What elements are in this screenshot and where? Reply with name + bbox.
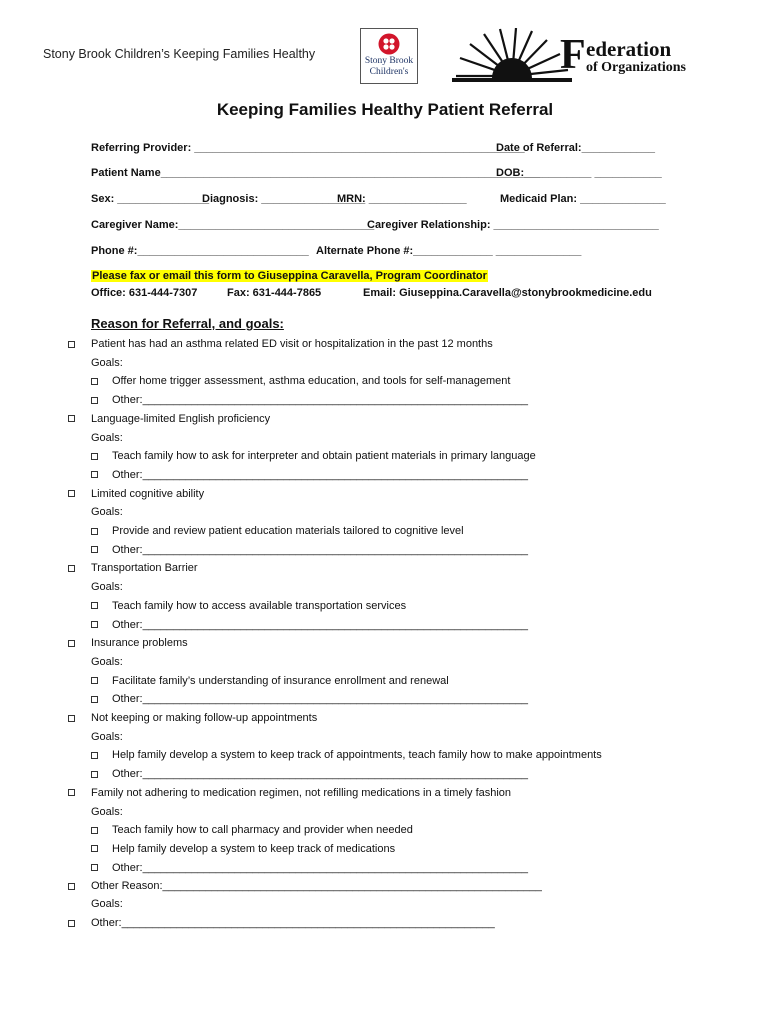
date-of-referral-field[interactable]: Date of Referral:____________ bbox=[496, 142, 655, 154]
stony-brook-logo-text: Stony Brook Children's bbox=[364, 56, 414, 77]
checkbox[interactable] bbox=[91, 864, 98, 871]
goal-label: Provide and review patient education materials tailored to cognitive level bbox=[112, 525, 464, 537]
reason-item[interactable] bbox=[68, 637, 188, 649]
checkbox[interactable] bbox=[91, 827, 98, 834]
fax-email-notice: Please fax or email this form to Giuseppina Caravella, Program Coordinator bbox=[92, 270, 487, 282]
reason-item[interactable] bbox=[68, 338, 493, 350]
form-title: Keeping Families Healthy Patient Referral bbox=[216, 100, 554, 119]
checkbox[interactable] bbox=[68, 715, 75, 722]
goal-label: Other:_______________________________________________________________ bbox=[112, 468, 528, 481]
checkbox[interactable] bbox=[68, 920, 75, 927]
checkbox[interactable] bbox=[91, 602, 98, 609]
checkbox[interactable] bbox=[91, 621, 98, 628]
goal-other-item[interactable] bbox=[91, 619, 528, 631]
checkbox[interactable] bbox=[91, 696, 98, 703]
org-header-text: Stony Brook Children’s Keeping Families Healthy bbox=[43, 47, 316, 61]
checkbox[interactable] bbox=[91, 845, 98, 852]
goal-item[interactable] bbox=[91, 675, 449, 687]
goal-other-item[interactable] bbox=[91, 768, 528, 780]
other-reason-item[interactable] bbox=[68, 880, 542, 892]
goal-label: Teach family how to call pharmacy and provider when needed bbox=[112, 824, 413, 837]
reason-item[interactable] bbox=[68, 787, 511, 799]
goal-label: Help family develop a system to keep track of medications bbox=[112, 842, 396, 855]
goal-label: Other:_______________________________________________________________ bbox=[112, 543, 528, 556]
reason-item[interactable] bbox=[68, 712, 317, 724]
other-reason-other-line: Other:_____________________________________________________________ bbox=[91, 917, 495, 929]
checkbox[interactable] bbox=[91, 546, 98, 553]
goals-label: Goals: bbox=[91, 730, 123, 743]
goal-other-item[interactable] bbox=[91, 544, 528, 556]
checkbox[interactable] bbox=[91, 677, 98, 684]
checkbox[interactable] bbox=[91, 771, 98, 778]
reason-label: Family not adhering to medication regimen, not refilling medications in a timely fashion bbox=[91, 786, 512, 799]
goals-label: Goals: bbox=[91, 805, 123, 818]
reason-label: Language-limited English proficiency bbox=[91, 412, 271, 425]
goal-label: Teach family how to ask for interpreter and obtain patient materials in primary language bbox=[112, 450, 536, 463]
goal-label: Other:_______________________________________________________________ bbox=[112, 618, 528, 631]
goal-label: Other:_______________________________________________________________ bbox=[112, 693, 528, 706]
caregiver-name-field[interactable]: Caregiver Name:________________________________ bbox=[91, 219, 375, 231]
goal-other-item[interactable] bbox=[91, 469, 528, 481]
goal-item[interactable] bbox=[91, 843, 395, 855]
checkbox[interactable] bbox=[68, 415, 75, 422]
mrn-field[interactable]: MRN: ________________ bbox=[337, 193, 467, 205]
phone-field[interactable]: Phone #:____________________________ bbox=[91, 245, 309, 257]
goal-item[interactable] bbox=[91, 824, 413, 836]
checkbox[interactable] bbox=[68, 640, 75, 647]
other-reason-label: Other Reason:______________________________________________________________ bbox=[91, 880, 542, 892]
goal-other-item[interactable] bbox=[91, 862, 528, 874]
referring-provider-field[interactable]: Referring Provider: ______________________________________________________ bbox=[91, 142, 525, 154]
goals-label: Goals: bbox=[91, 581, 123, 594]
reason-label: Patient has had an asthma related ED visit or hospitalization in the past 12 months bbox=[91, 338, 493, 350]
goal-label: Offer home trigger assessment, asthma education, and tools for self-management bbox=[112, 375, 511, 388]
reason-label: Insurance problems bbox=[91, 637, 188, 650]
goal-item[interactable] bbox=[91, 450, 536, 462]
checkbox[interactable] bbox=[68, 789, 75, 796]
patient-name-field[interactable]: Patient Name______________________________________________________________ bbox=[91, 167, 540, 179]
alternate-phone-field[interactable]: Alternate Phone #:_____________ ______________ bbox=[316, 245, 582, 257]
goal-item[interactable] bbox=[91, 525, 464, 537]
checkbox[interactable] bbox=[91, 397, 98, 404]
checkbox[interactable] bbox=[91, 378, 98, 385]
reason-item[interactable] bbox=[68, 413, 270, 425]
sunburst-logo-icon bbox=[452, 28, 572, 88]
goals-label: Goals: bbox=[91, 431, 123, 444]
goal-label: Other:_______________________________________________________________ bbox=[112, 768, 528, 781]
checkbox[interactable] bbox=[91, 752, 98, 759]
checkbox[interactable] bbox=[68, 883, 75, 890]
reason-for-referral-heading: Reason for Referral, and goals: bbox=[91, 316, 284, 331]
goals-label: Goals: bbox=[91, 655, 123, 668]
goal-label: Other:_______________________________________________________________ bbox=[112, 394, 528, 407]
checkbox[interactable] bbox=[68, 341, 75, 348]
stony-brook-childrens-logo bbox=[360, 28, 418, 84]
email-address: Email: Giuseppina.Caravella@stonybrookmedicine.edu bbox=[363, 287, 652, 299]
reason-item[interactable] bbox=[68, 488, 204, 500]
other-reason-other-item[interactable] bbox=[68, 917, 495, 929]
reason-label: Not keeping or making follow-up appointments bbox=[91, 712, 318, 724]
office-phone: Office: 631-444-7307 bbox=[91, 287, 198, 299]
sex-field[interactable]: Sex: _______________ bbox=[91, 193, 210, 205]
medicaid-plan-field[interactable]: Medicaid Plan: ______________ bbox=[500, 193, 666, 205]
goal-item[interactable] bbox=[91, 749, 602, 761]
other-reason-goals-label: Goals: bbox=[91, 898, 123, 910]
reason-item[interactable] bbox=[68, 562, 198, 574]
caregiver-relationship-field[interactable]: Caregiver Relationship: ___________________________ bbox=[367, 219, 659, 231]
goal-label: Teach family how to access available transportation services bbox=[112, 599, 407, 612]
dob-field[interactable]: DOB:___________ ___________ bbox=[496, 167, 662, 179]
goal-label: Facilitate family’s understanding of insurance enrollment and renewal bbox=[112, 674, 449, 687]
checkbox[interactable] bbox=[91, 528, 98, 535]
reason-label: Transportation Barrier bbox=[91, 562, 198, 575]
goal-label: Other:_______________________________________________________________ bbox=[112, 861, 528, 874]
checkbox[interactable] bbox=[91, 453, 98, 460]
goal-label: Help family develop a system to keep track of appointments, teach family how to make appointments bbox=[112, 749, 602, 762]
fax-number: Fax: 631-444-7865 bbox=[227, 287, 322, 299]
diagnosis-field[interactable]: Diagnosis: _________________ bbox=[202, 193, 366, 205]
federation-of-organizations-logo: F ederation of Organizations bbox=[452, 28, 702, 88]
checkbox[interactable] bbox=[68, 490, 75, 497]
goal-other-item[interactable] bbox=[91, 394, 528, 406]
goals-label: Goals: bbox=[91, 506, 123, 519]
checkbox[interactable] bbox=[68, 565, 75, 572]
goal-other-item[interactable] bbox=[91, 693, 528, 705]
goal-item[interactable] bbox=[91, 375, 510, 387]
stony-brook-logo-icon bbox=[378, 33, 400, 55]
goals-label: Goals: bbox=[91, 356, 123, 369]
checkbox[interactable] bbox=[91, 471, 98, 478]
reason-label: Limited cognitive ability bbox=[91, 487, 205, 500]
goal-item[interactable] bbox=[91, 600, 406, 612]
